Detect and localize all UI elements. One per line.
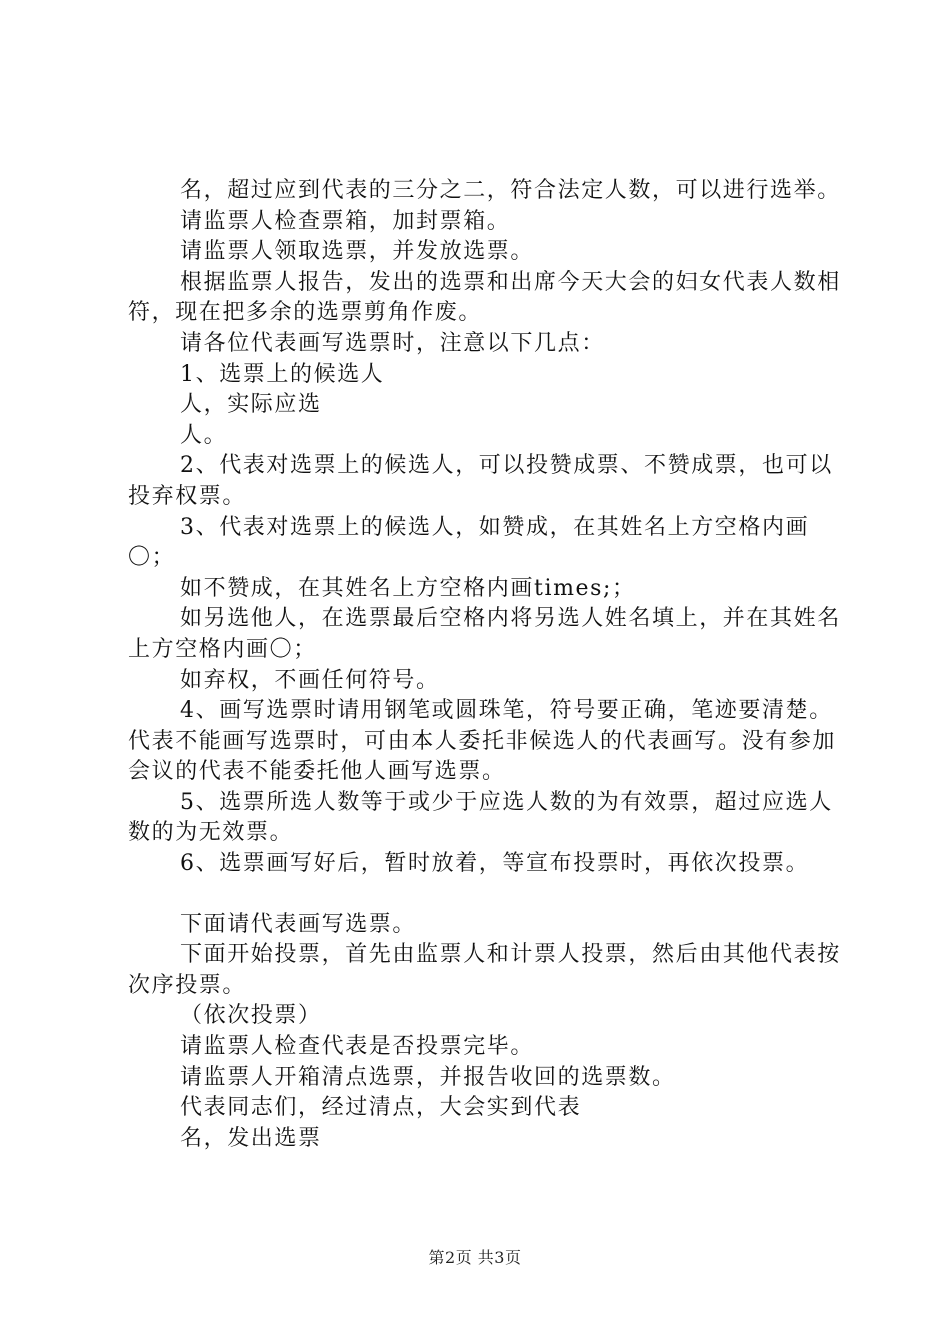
paragraph-11: 如不赞成，在其姓名上方空格内画times;； <box>180 575 636 601</box>
paragraph-22: 代表同志们，经过清点，大会实到代表 <box>180 1095 582 1121</box>
paragraph-2: 请监票人检查票箱，加封票箱。 <box>180 208 511 234</box>
paragraph-5: 请各位代表画写选票时，注意以下几点： <box>180 330 605 356</box>
document-body <box>128 176 848 1154</box>
paragraph-9: 2、代表对选票上的候选人，可以投赞成票、不赞成票，也可以投弃权票。 <box>128 453 833 509</box>
paragraph-18: 下面开始投票，首先由监票人和计票人投票，然后由其他代表按次序投票。 <box>128 942 841 998</box>
paragraph-1: 名，超过应到代表的三分之二，符合法定人数，可以进行选举。 <box>180 178 841 203</box>
paragraph-15: 5、选票所选人数等于或少于应选人数的为有效票，超过应选人数的为无效票。 <box>128 789 833 846</box>
paragraph-17: 下面请代表画写选票。 <box>180 911 417 937</box>
paragraph-8: 人。 <box>180 422 228 448</box>
paragraph-21: 请监票人开箱清点选票，并报告收回的选票数。 <box>180 1064 676 1090</box>
paragraph-4: 根据监票人报告，发出的选票和出席今天大会的妇女代表人数相符，现在把多余的选票剪角作废。 <box>128 269 841 326</box>
paragraph-20: 请监票人检查代表是否投票完毕。 <box>180 1034 535 1060</box>
paragraph-12: 如另选他人，在选票最后空格内将另选人姓名填上，并在其姓名上方空格内画〇； <box>128 606 841 662</box>
paragraph-6: 1、选票上的候选人 <box>180 361 385 387</box>
paragraph-19: （依次投票） <box>180 1003 322 1029</box>
paragraph-23: 名，发出选票 <box>180 1125 322 1151</box>
paragraph-3: 请监票人领取选票，并发放选票。 <box>180 239 535 265</box>
paragraph-10: 3、代表对选票上的候选人，如赞成，在其姓名上方空格内画〇； <box>128 514 810 571</box>
paragraph-13: 如弃权，不画任何符号。 <box>180 667 440 693</box>
paragraph-16: 6、选票画写好后，暂时放着，等宣布投票时，再依次投票。 <box>180 851 810 877</box>
paragraph-spacer <box>128 880 848 910</box>
page-number-footer: 第2页 共3页 <box>428 1248 522 1267</box>
paragraph-14: 4、画写选票时请用钢笔或圆珠笔，符号要正确，笔迹要清楚。代表不能画写选票时，可由本人委托非候选人的代表画写。没有参加会议的代表不能委托他人画写选票。 <box>128 698 837 785</box>
paragraph-7: 人，实际应选 <box>180 392 322 418</box>
